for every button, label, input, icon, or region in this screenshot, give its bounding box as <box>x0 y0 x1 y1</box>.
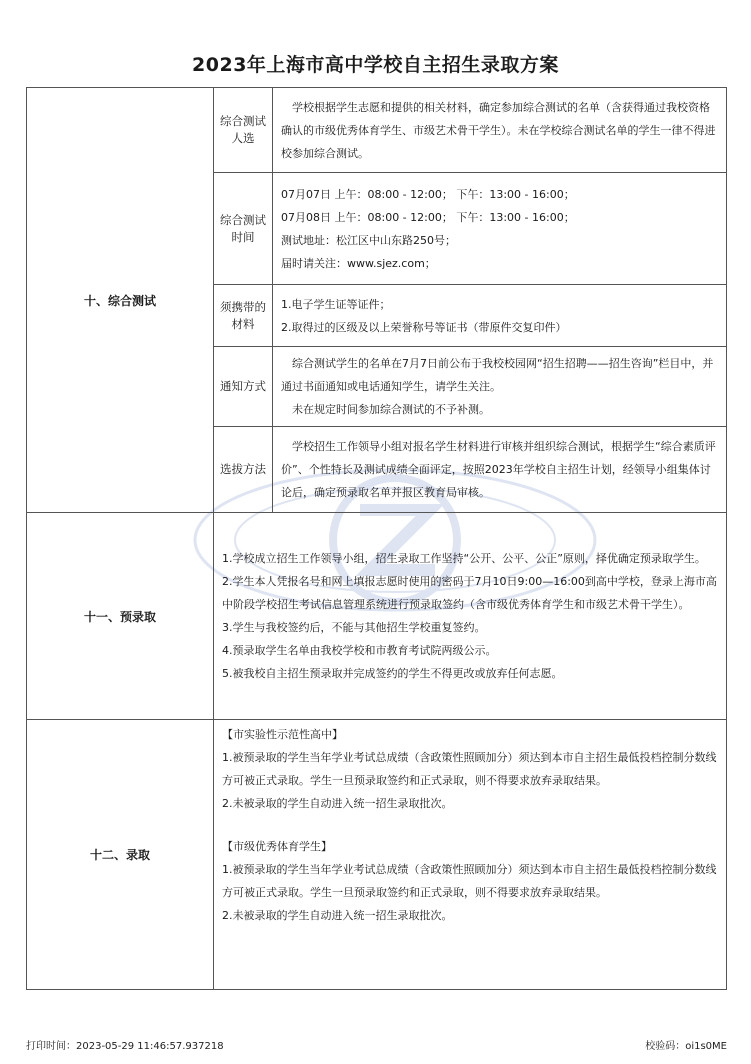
section-label: 十二、录取 <box>27 720 214 990</box>
content-line: 测试地址：松江区中山东路250号； <box>281 233 456 247</box>
content-line: 届时请关注：www.sjez.com； <box>281 256 436 270</box>
print-time: 打印时间：2023-05-29 11:46:57.937218 <box>26 1041 224 1052</box>
row-content <box>273 347 727 427</box>
row-label: 须携带的材料 <box>214 285 273 347</box>
content-line: 学校招生工作领导小组对报名学生材料进行审核并组织综合测试，根据学生“综合素质评价”、个性特长及测试成绩全面评定，按照2023年学校自主招生计划，经领导小组集体讨论后，确定预录取名单并报区教育局审核。 <box>281 440 716 499</box>
row-content <box>273 285 727 347</box>
row-label: 选拔方法 <box>214 427 273 513</box>
content-line: 07月07日 上午：08:00 - 12:00； 下午：13:00 - 16:00； <box>281 187 575 201</box>
row-label: 综合测试时间 <box>214 173 273 285</box>
page-title: 2023年上海市高中学校自主招生录取方案 <box>192 54 559 76</box>
row-content <box>214 513 727 720</box>
table-row <box>27 88 727 173</box>
row-label: 通知方式 <box>214 347 273 427</box>
content-line: 1.被预录取的学生当年学业考试总成绩（含政策性照顾加分）须达到本市自主招生最低投档控制分数线方可被正式录取。学生一旦预录取签约和正式录取，则不得要求放弃录取结果。 <box>222 751 717 787</box>
table-row <box>27 513 727 720</box>
section-label: 十一、预录取 <box>27 513 214 720</box>
content-line: 1.学校成立招生工作领导小组，招生录取工作坚持“公开、公平、公正”原则，择优确定预录取学生。 <box>222 552 706 565</box>
group-heading: 【市级优秀体育学生】 <box>222 840 332 853</box>
verify-code: 校验码：oi1s0ME <box>645 1041 727 1052</box>
content-line: 未在规定时间参加综合测试的不予补测。 <box>292 403 490 416</box>
content-line: 2.未被录取的学生自动进入统一招生录取批次。 <box>222 797 453 810</box>
content-line: 2.学生本人凭报名号和网上填报志愿时使用的密码于7月10日9:00—16:00到高中学校，登录上海市高中阶段学校招生考试信息管理系统进行预录取签约（含市级优秀体育学生和市级艺术骨干学生）。 <box>222 575 717 611</box>
content-line: 3.学生与我校签约后，不能与其他招生学校重复签约。 <box>222 621 486 634</box>
row-content <box>273 427 727 513</box>
row-content <box>273 88 727 173</box>
content-line: 07月08日 上午：08:00 - 12:00； 下午：13:00 - 16:00； <box>281 210 575 224</box>
content-line: 2.未被录取的学生自动进入统一招生录取批次。 <box>222 909 453 922</box>
content-line: 4.预录取学生名单由我校学校和市教育考试院两级公示。 <box>222 644 497 657</box>
content-line: 1.被预录取的学生当年学业考试总成绩（含政策性照顾加分）须达到本市自主招生最低投档控制分数线方可被正式录取。学生一旦预录取签约和正式录取，则不得要求放弃录取结果。 <box>222 863 717 899</box>
table-row <box>27 720 727 990</box>
admission-plan-table <box>26 87 727 990</box>
section-label: 十、综合测试 <box>27 88 214 513</box>
spacer <box>222 815 718 835</box>
row-content <box>273 173 727 285</box>
content-line: 5.被我校自主招生预录取并完成签约的学生不得更改或放弃任何志愿。 <box>222 667 563 680</box>
content-line: 2.取得过的区级及以上荣誉称号等证书（带原件交复印件） <box>281 320 567 334</box>
content-line: 综合测试学生的名单在7月7日前公布于我校校园网“招生招聘——招生咨询”栏目中，并通过书面通知或电话通知学生，请学生关注。 <box>281 357 714 393</box>
row-content <box>214 720 727 990</box>
group-heading: 【市实验性示范性高中】 <box>222 728 343 741</box>
content-line: 1.电子学生证等证件； <box>281 297 391 311</box>
row-label: 综合测试人选 <box>214 88 273 173</box>
content-line: 学校根据学生志愿和提供的相关材料，确定参加综合测试的名单（含获得通过我校资格确认的市级优秀体育学生、市级艺术骨干学生）。未在学校综合测试名单的学生一律不得进校参加综合测试。 <box>281 100 716 160</box>
